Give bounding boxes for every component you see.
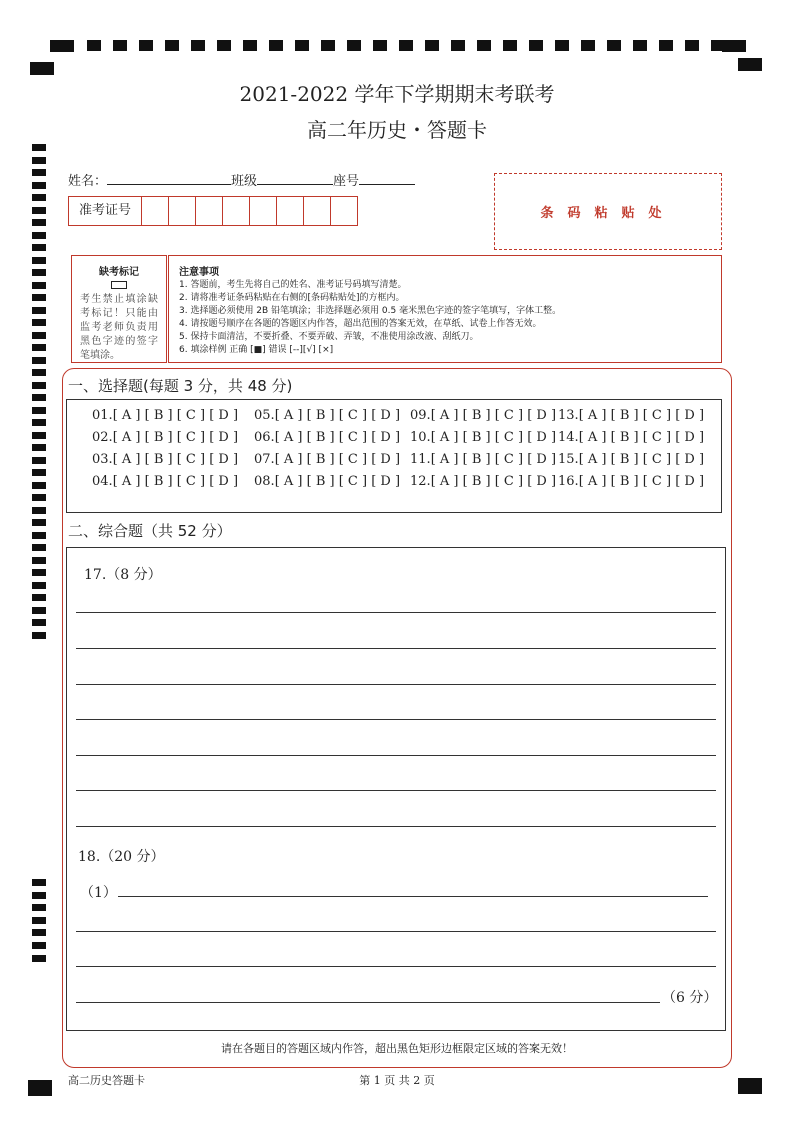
mc-question[interactable]: 12.[ A ] [ B ] [ C ] [ D ] bbox=[410, 474, 557, 489]
timing-mark bbox=[32, 382, 46, 389]
timing-mark bbox=[32, 469, 46, 476]
timing-mark bbox=[32, 607, 46, 614]
essay-answer-box bbox=[66, 547, 726, 1031]
mc-question[interactable]: 10.[ A ] [ B ] [ C ] [ D ] bbox=[410, 430, 557, 445]
exam-id-cell[interactable] bbox=[142, 197, 169, 225]
timing-mark bbox=[32, 394, 46, 401]
timing-mark bbox=[295, 40, 309, 51]
answer-line[interactable] bbox=[76, 684, 716, 685]
notice-item: 4. 请按题号顺序在各题的答题区内作答，超出范围的答案无效，在草纸、试卷上作答无效。 bbox=[179, 319, 542, 329]
notice-item: 6. 填涂样例 正确 [■] 错误 [--][√] [×] bbox=[179, 345, 334, 355]
timing-mark bbox=[32, 257, 46, 264]
notice-item: 3. 选择题必须使用 2B 铅笔填涂；非选择题必须用 0.5 毫米黑色字迹的签字笔填写，字体工整。 bbox=[179, 306, 562, 316]
exam-id-cell[interactable] bbox=[277, 197, 304, 225]
timing-mark bbox=[32, 294, 46, 301]
timing-mark bbox=[32, 557, 46, 564]
timing-mark bbox=[32, 319, 46, 326]
mc-question[interactable]: 15.[ A ] [ B ] [ C ] [ D ] bbox=[558, 452, 705, 467]
mc-question[interactable]: 13.[ A ] [ B ] [ C ] [ D ] bbox=[558, 408, 705, 423]
exam-id-grid bbox=[68, 196, 358, 226]
notice-box bbox=[168, 255, 722, 363]
timing-mark bbox=[32, 332, 46, 339]
absent-text: 考生禁止填涂缺考标记！只能由监考老师负责用黑色字迹的签字笔填涂。 bbox=[80, 294, 158, 361]
timing-mark bbox=[685, 40, 699, 51]
timing-mark bbox=[32, 144, 46, 151]
mc-question[interactable]: 09.[ A ] [ B ] [ C ] [ D ] bbox=[410, 408, 557, 423]
timing-mark bbox=[32, 219, 46, 226]
class-label: 班级 bbox=[231, 174, 258, 189]
answer-line[interactable] bbox=[76, 790, 716, 791]
answer-line[interactable] bbox=[76, 931, 716, 932]
timing-mark bbox=[32, 955, 46, 962]
timing-mark bbox=[32, 369, 46, 376]
section2-title: 二、综合题（共 52 分） bbox=[68, 522, 232, 540]
card-title: 高二年历史・答题卡 bbox=[307, 118, 487, 142]
timing-mark bbox=[32, 444, 46, 451]
exam-id-cell[interactable] bbox=[223, 197, 250, 225]
mc-question[interactable]: 11.[ A ] [ B ] [ C ] [ D ] bbox=[410, 452, 557, 467]
answer-line[interactable] bbox=[76, 755, 716, 756]
timing-mark bbox=[165, 40, 179, 51]
timing-mark bbox=[32, 357, 46, 364]
barcode-area bbox=[494, 173, 722, 250]
mc-question[interactable]: 06.[ A ] [ B ] [ C ] [ D ] bbox=[254, 430, 401, 445]
absent-mark-box bbox=[71, 255, 167, 363]
notice-item: 5. 保持卡面清洁，不要折叠、不要弄破、弄皱，不准使用涂改液、刮纸刀。 bbox=[179, 332, 479, 342]
timing-mark bbox=[113, 40, 127, 51]
timing-mark bbox=[30, 62, 54, 75]
mc-question[interactable]: 14.[ A ] [ B ] [ C ] [ D ] bbox=[558, 430, 705, 445]
timing-mark bbox=[32, 929, 46, 936]
timing-mark bbox=[32, 407, 46, 414]
answer-line[interactable] bbox=[118, 896, 708, 897]
exam-id-label: 准考证号 bbox=[69, 197, 142, 225]
timing-mark bbox=[32, 194, 46, 201]
timing-mark bbox=[32, 879, 46, 886]
seat-field[interactable] bbox=[359, 170, 415, 185]
timing-mark bbox=[32, 544, 46, 551]
notice-item: 2. 请将准考证条码粘贴在右侧的[条码粘贴处]的方框内。 bbox=[179, 293, 405, 303]
question-18-label: 18.（20 分） bbox=[78, 849, 165, 865]
answer-line[interactable] bbox=[76, 1002, 660, 1003]
absent-title: 缺考标记 bbox=[99, 267, 139, 278]
timing-mark bbox=[191, 40, 205, 51]
timing-mark bbox=[373, 40, 387, 51]
timing-mark bbox=[633, 40, 647, 51]
timing-mark bbox=[399, 40, 413, 51]
mc-question[interactable]: 08.[ A ] [ B ] [ C ] [ D ] bbox=[254, 474, 401, 489]
answer-line[interactable] bbox=[76, 966, 716, 967]
exam-title: 2021-2022 学年下学期期末考联考 bbox=[239, 82, 555, 106]
timing-mark bbox=[217, 40, 231, 51]
class-field[interactable] bbox=[257, 170, 333, 185]
answer-line[interactable] bbox=[76, 826, 716, 827]
exam-id-cell[interactable] bbox=[169, 197, 196, 225]
answer-line[interactable] bbox=[76, 719, 716, 720]
timing-mark bbox=[32, 344, 46, 351]
timing-mark bbox=[425, 40, 439, 51]
timing-mark bbox=[503, 40, 517, 51]
timing-mark bbox=[451, 40, 465, 51]
timing-mark bbox=[32, 532, 46, 539]
section1-title: 一、选择题(每题 3 分，共 48 分) bbox=[68, 377, 293, 395]
timing-mark bbox=[32, 594, 46, 601]
barcode-label: 条码粘贴处 bbox=[540, 206, 676, 221]
timing-mark bbox=[32, 232, 46, 239]
question-17-label: 17.（8 分） bbox=[84, 567, 162, 583]
question-18-part1-score: （6 分） bbox=[662, 990, 718, 1006]
exam-id-cell[interactable] bbox=[250, 197, 277, 225]
timing-mark bbox=[555, 40, 569, 51]
timing-mark bbox=[32, 432, 46, 439]
mc-question[interactable]: 05.[ A ] [ B ] [ C ] [ D ] bbox=[254, 408, 401, 423]
mc-question[interactable]: 04.[ A ] [ B ] [ C ] [ D ] bbox=[92, 474, 239, 489]
footer-card-name: 高二历史答题卡 bbox=[68, 1074, 145, 1087]
timing-mark bbox=[529, 40, 543, 51]
student-info-row bbox=[68, 170, 415, 189]
timing-mark bbox=[321, 40, 335, 51]
timing-mark bbox=[269, 40, 283, 51]
mc-question[interactable]: 02.[ A ] [ B ] [ C ] [ D ] bbox=[92, 430, 239, 445]
exam-id-cell[interactable] bbox=[331, 197, 357, 225]
mc-question[interactable]: 07.[ A ] [ B ] [ C ] [ D ] bbox=[254, 452, 401, 467]
timing-mark bbox=[607, 40, 621, 51]
timing-mark bbox=[32, 632, 46, 639]
mc-question[interactable]: 16.[ A ] [ B ] [ C ] [ D ] bbox=[558, 474, 705, 489]
timing-mark bbox=[32, 282, 46, 289]
timing-mark bbox=[32, 942, 46, 949]
timing-mark bbox=[32, 419, 46, 426]
absent-mark-checkbox[interactable] bbox=[111, 281, 127, 289]
timing-mark bbox=[32, 244, 46, 251]
timing-mark bbox=[581, 40, 595, 51]
timing-mark bbox=[32, 619, 46, 626]
timing-mark bbox=[32, 904, 46, 911]
timing-mark bbox=[243, 40, 257, 51]
timing-mark bbox=[32, 569, 46, 576]
timing-mark bbox=[50, 40, 74, 52]
notice-title: 注意事项 bbox=[179, 267, 219, 278]
exam-id-cell[interactable] bbox=[196, 197, 223, 225]
timing-mark bbox=[32, 182, 46, 189]
mc-question[interactable]: 01.[ A ] [ B ] [ C ] [ D ] bbox=[92, 408, 239, 423]
timing-mark bbox=[32, 892, 46, 899]
question-18-part1-label: （1） bbox=[80, 885, 117, 901]
timing-mark bbox=[347, 40, 361, 51]
timing-mark bbox=[32, 169, 46, 176]
timing-mark bbox=[32, 457, 46, 464]
timing-mark bbox=[32, 157, 46, 164]
timing-mark bbox=[738, 58, 762, 71]
seat-label: 座号 bbox=[333, 174, 360, 189]
timing-mark bbox=[87, 40, 101, 51]
name-field[interactable] bbox=[107, 170, 231, 185]
timing-mark bbox=[32, 482, 46, 489]
timing-mark bbox=[32, 207, 46, 214]
timing-mark bbox=[659, 40, 673, 51]
timing-mark bbox=[722, 40, 746, 52]
timing-mark bbox=[32, 519, 46, 526]
timing-mark bbox=[32, 507, 46, 514]
exam-id-cell[interactable] bbox=[304, 197, 331, 225]
timing-mark bbox=[477, 40, 491, 51]
timing-mark bbox=[32, 307, 46, 314]
answer-line[interactable] bbox=[76, 648, 716, 649]
timing-mark bbox=[139, 40, 153, 51]
mc-question[interactable]: 03.[ A ] [ B ] [ C ] [ D ] bbox=[92, 452, 239, 467]
timing-mark bbox=[32, 494, 46, 501]
notice-item: 1. 答题前，考生先将自己的姓名、准考证号码填写清楚。 bbox=[179, 280, 407, 290]
answer-area-warning: 请在各题目的答题区域内作答，超出黑色矩形边框限定区域的答案无效！ bbox=[221, 1042, 573, 1055]
name-label: 姓名： bbox=[68, 174, 108, 189]
timing-mark bbox=[32, 269, 46, 276]
timing-mark bbox=[32, 917, 46, 924]
footer-page-number: 第 1 页 共 2 页 bbox=[359, 1074, 435, 1087]
answer-line[interactable] bbox=[76, 612, 716, 613]
timing-mark bbox=[32, 582, 46, 589]
